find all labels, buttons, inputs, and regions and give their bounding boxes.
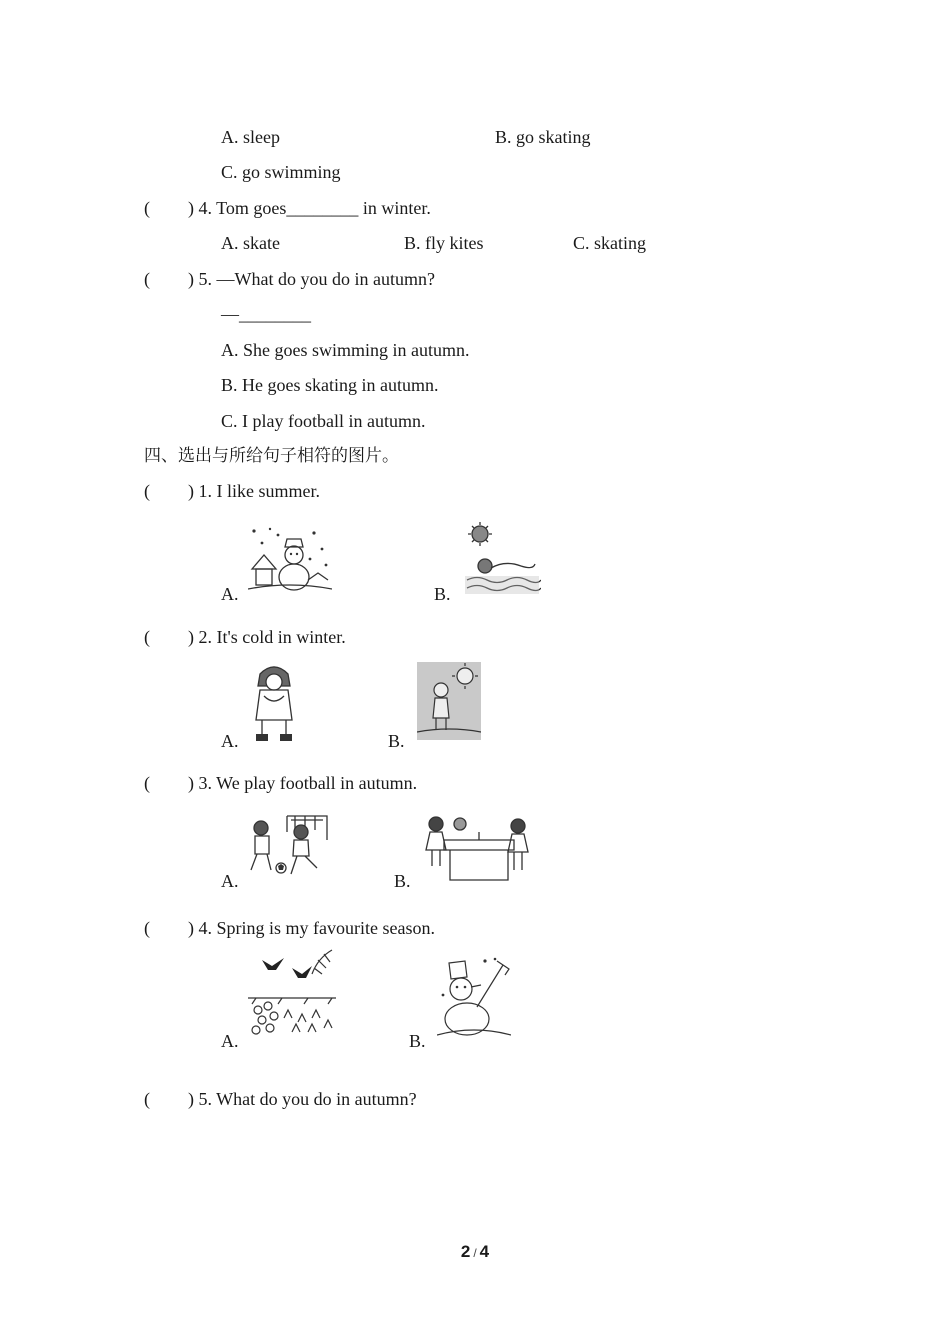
q3-option-c: C. go swimming: [221, 162, 341, 182]
q5-answer-line: —________: [221, 304, 311, 324]
q4-option-b: B. fly kites: [404, 233, 484, 253]
q5-option-c: C. I play football in autumn.: [221, 411, 426, 431]
s4-q1-label-b: B.: [434, 584, 451, 604]
birds-flowers-picture: [248, 948, 336, 1042]
q3-option-b: B. go skating: [495, 127, 591, 147]
total-pages: 4: [479, 1242, 490, 1261]
s4-q1-label-a: A.: [221, 584, 239, 604]
boys-football-picture: [247, 810, 329, 880]
section4-heading: 四、选出与所给句子相符的图片。: [144, 446, 399, 466]
s4-q4-label-b: B.: [409, 1031, 426, 1051]
s4-q3-bracket: (: [144, 773, 150, 793]
girls-pingpong-picture: [422, 810, 536, 884]
page-number: [0, 1242, 950, 1262]
snowman-broom-picture: [437, 955, 511, 1041]
s4-q5-stem: ) 5. What do you do in autumn?: [188, 1089, 417, 1109]
q5-bracket: (: [144, 269, 150, 289]
snowman-house-picture: [248, 525, 332, 595]
q5-stem: ) 5. —What do you do in autumn?: [188, 269, 435, 289]
q4-option-a: A. skate: [221, 233, 280, 253]
q3-option-a: A. sleep: [221, 127, 280, 147]
s4-q3-label-b: B.: [394, 871, 411, 891]
sun-swimmer-picture: [463, 520, 541, 596]
s4-q3-stem: ) 3. We play football in autumn.: [188, 773, 418, 793]
current-page: 2: [460, 1242, 471, 1261]
q4-bracket: (: [144, 198, 150, 218]
s4-q3-label-a: A.: [221, 871, 239, 891]
s4-q4-bracket: (: [144, 918, 150, 938]
s4-q1-stem: ) 1. I like summer.: [188, 481, 320, 501]
q5-option-a: A. She goes swimming in autumn.: [221, 340, 470, 360]
s4-q4-label-a: A.: [221, 1031, 239, 1051]
s4-q5-bracket: (: [144, 1089, 150, 1109]
s4-q4-stem: ) 4. Spring is my favourite season.: [188, 918, 435, 938]
q4-option-c: C. skating: [573, 233, 647, 253]
q4-stem: ) 4. Tom goes________ in winter.: [188, 198, 431, 218]
s4-q2-label-b: B.: [388, 731, 405, 751]
s4-q2-stem: ) 2. It's cold in winter.: [188, 627, 346, 647]
q5-option-b: B. He goes skating in autumn.: [221, 375, 439, 395]
hot-sun-child-picture: [417, 662, 481, 740]
page-separator: /: [473, 1246, 477, 1260]
s4-q2-label-a: A.: [221, 731, 239, 751]
bundled-child-picture: [248, 662, 300, 744]
s4-q2-bracket: (: [144, 627, 150, 647]
s4-q1-bracket: (: [144, 481, 150, 501]
